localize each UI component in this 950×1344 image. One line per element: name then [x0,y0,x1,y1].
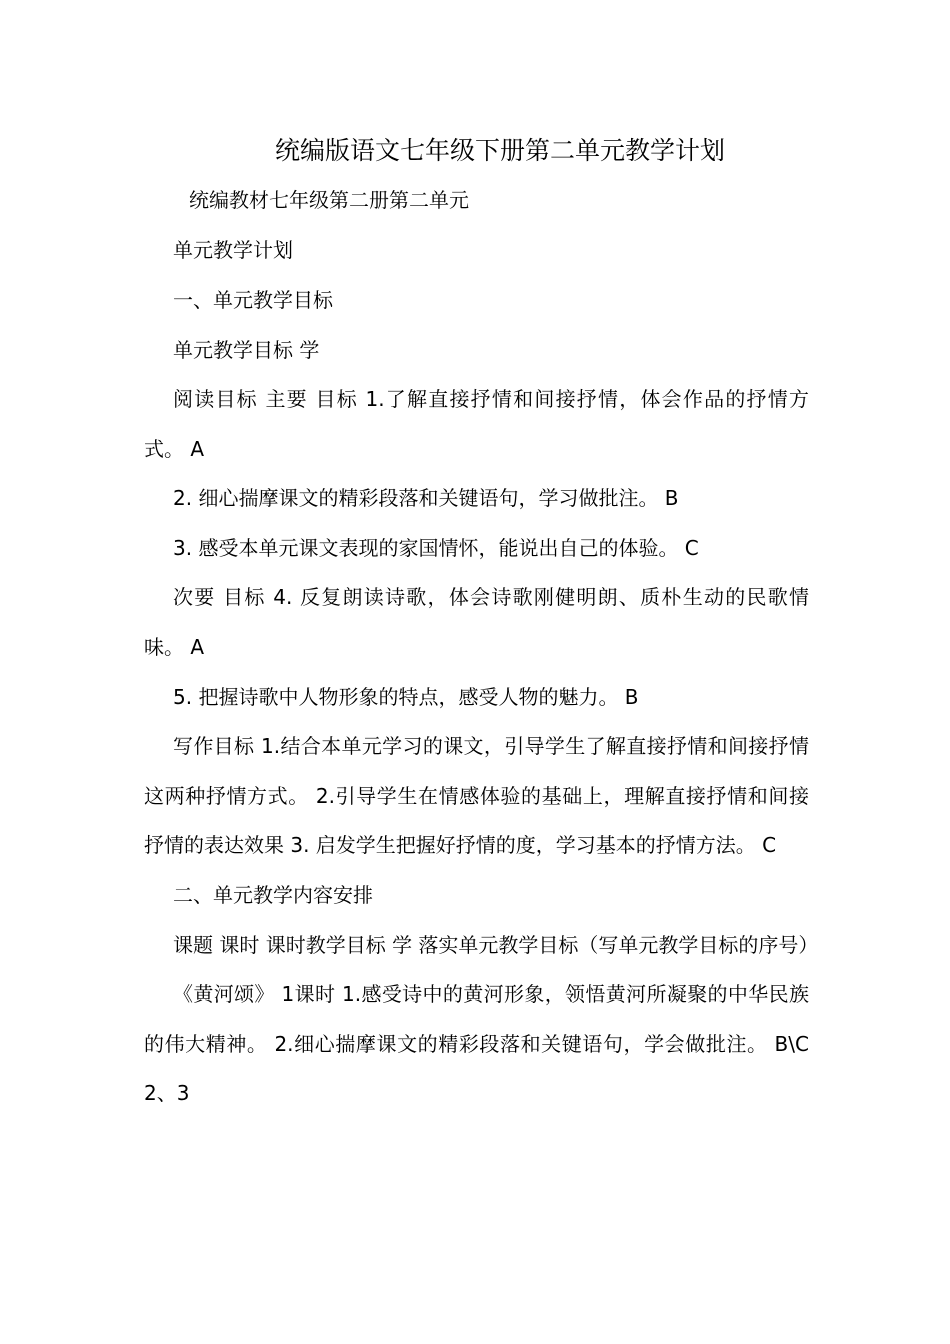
subtitle: 统编教材七年级第二册第二单元 [189,188,469,212]
content-table-header: 课题 课时 课时教学目标 学 落实单元教学目标（写单元教学目标的序号） [173,932,819,957]
paragraph-secondary-goal-4: 次要 目标 4. 反复朗读诗歌，体会诗歌刚健明朗、质朴生动的民歌情味。 A [144,585,809,659]
paragraph-reading-goal-1: 阅读目标 主要 目标 1.了解直接抒情和间接抒情，体会作品的抒情方式。 A [144,387,809,461]
document-title: 统编版语文七年级下册第二单元教学计划 [274,136,725,165]
paragraph-reading-goal-3: 3. 感受本单元课文表现的家国情怀，能说出自己的体验。 C [173,535,699,560]
section-heading-goals: 一、单元教学目标 [173,288,333,312]
heading-unit-plan: 单元教学计划 [173,238,293,262]
paragraph-writing-goals: 写作目标 1.结合本单元学习的课文，引导学生了解直接抒情和间接抒情这两种抒情方式。 2.引导学生在情感体验的基础上，理解直接抒情和间接抒情的表达效果 3. 启发学生把握好抒情的度，学习基本的抒情方法。 C [144,734,809,858]
goals-table-header: 单元教学目标 学 [173,338,320,362]
paragraph-secondary-goal-5: 5. 把握诗歌中人物形象的特点，感受人物的魅力。 B [173,684,639,709]
paragraph-reading-goal-2: 2. 细心揣摩课文的精彩段落和关键语句，学习做批注。 B [173,486,679,511]
paragraph-lesson-huanghesong: 《黄河颂》 1课时 1.感受诗中的黄河形象，领悟黄河所凝聚的中华民族的伟大精神。 2.细心揣摩课文的精彩段落和关键语句，学会做批注。 B\C 2、3 [144,982,809,1106]
section-heading-content: 二、单元教学内容安排 [173,882,373,907]
document-body [144,375,819,1119]
